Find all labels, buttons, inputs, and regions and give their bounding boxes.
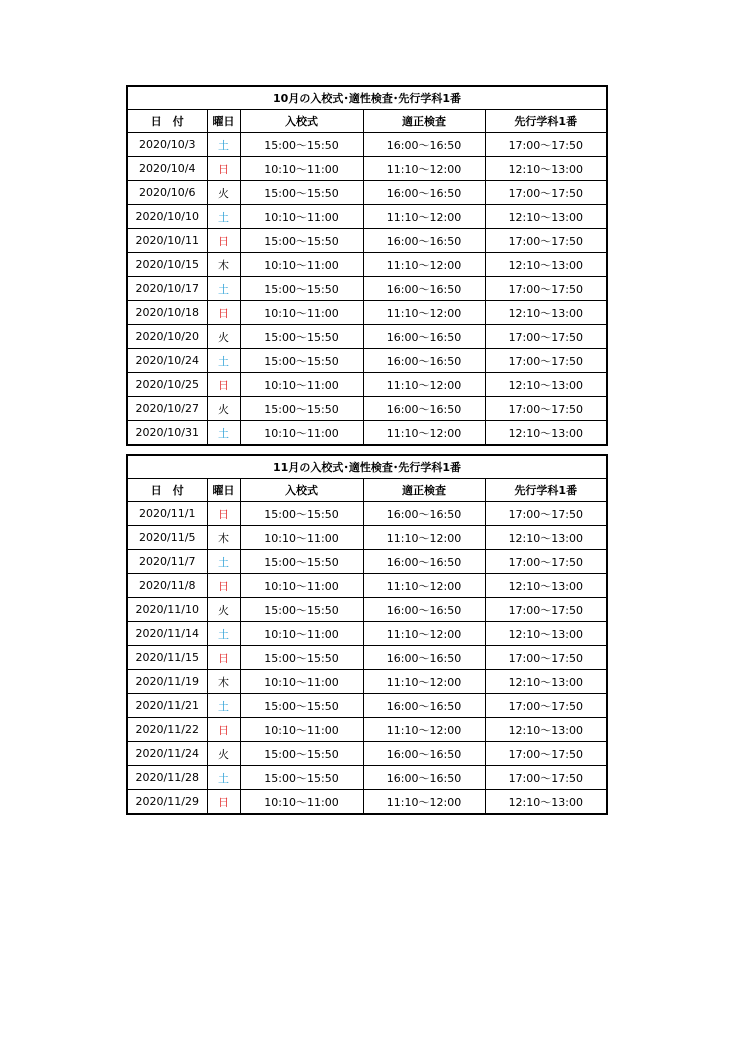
weekday-cell: 日 <box>207 301 240 325</box>
first-lesson-time-cell: 17:00〜17:50 <box>485 133 607 157</box>
aptitude-test-time-cell: 16:00〜16:50 <box>363 766 485 790</box>
header-weekday: 曜日 <box>207 479 240 502</box>
weekday-cell: 土 <box>207 550 240 574</box>
weekday-cell: 土 <box>207 349 240 373</box>
aptitude-test-time-cell: 11:10〜12:00 <box>363 622 485 646</box>
header-aptitude-test: 適正検査 <box>363 479 485 502</box>
table-row <box>127 133 607 157</box>
aptitude-test-time-cell: 16:00〜16:50 <box>363 742 485 766</box>
weekday-cell: 火 <box>207 742 240 766</box>
date-cell: 2020/10/18 <box>127 301 207 325</box>
date-cell: 2020/10/11 <box>127 229 207 253</box>
weekday-cell: 日 <box>207 790 240 815</box>
entrance-ceremony-time-cell: 15:00〜15:50 <box>240 646 363 670</box>
table-row <box>127 349 607 373</box>
weekday-cell: 日 <box>207 502 240 526</box>
entrance-ceremony-time-cell: 15:00〜15:50 <box>240 502 363 526</box>
table-row <box>127 373 607 397</box>
table-title-row <box>127 455 607 479</box>
header-entrance-ceremony: 入校式 <box>240 110 363 133</box>
header-aptitude-test: 適正検査 <box>363 110 485 133</box>
aptitude-test-time-cell: 11:10〜12:00 <box>363 670 485 694</box>
table-row <box>127 325 607 349</box>
aptitude-test-time-cell: 16:00〜16:50 <box>363 646 485 670</box>
aptitude-test-time-cell: 16:00〜16:50 <box>363 133 485 157</box>
aptitude-test-time-cell: 11:10〜12:00 <box>363 574 485 598</box>
aptitude-test-time-cell: 16:00〜16:50 <box>363 397 485 421</box>
aptitude-test-time-cell: 11:10〜12:00 <box>363 421 485 446</box>
weekday-cell: 日 <box>207 574 240 598</box>
weekday-cell: 日 <box>207 157 240 181</box>
entrance-ceremony-time-cell: 15:00〜15:50 <box>240 349 363 373</box>
weekday-cell: 火 <box>207 325 240 349</box>
entrance-ceremony-time-cell: 10:10〜11:00 <box>240 670 363 694</box>
weekday-cell: 火 <box>207 181 240 205</box>
table-body <box>127 455 607 814</box>
first-lesson-time-cell: 17:00〜17:50 <box>485 646 607 670</box>
table-row <box>127 229 607 253</box>
first-lesson-time-cell: 12:10〜13:00 <box>485 670 607 694</box>
table-row <box>127 157 607 181</box>
first-lesson-time-cell: 17:00〜17:50 <box>485 229 607 253</box>
entrance-ceremony-time-cell: 15:00〜15:50 <box>240 766 363 790</box>
entrance-ceremony-time-cell: 10:10〜11:00 <box>240 622 363 646</box>
table-title-row <box>127 86 607 110</box>
date-cell: 2020/10/20 <box>127 325 207 349</box>
entrance-ceremony-time-cell: 10:10〜11:00 <box>240 574 363 598</box>
table-row <box>127 526 607 550</box>
first-lesson-time-cell: 12:10〜13:00 <box>485 790 607 815</box>
table-row <box>127 301 607 325</box>
entrance-ceremony-time-cell: 15:00〜15:50 <box>240 325 363 349</box>
table-row <box>127 502 607 526</box>
weekday-cell: 火 <box>207 397 240 421</box>
aptitude-test-time-cell: 11:10〜12:00 <box>363 718 485 742</box>
entrance-ceremony-time-cell: 10:10〜11:00 <box>240 157 363 181</box>
weekday-cell: 木 <box>207 253 240 277</box>
aptitude-test-time-cell: 16:00〜16:50 <box>363 181 485 205</box>
table-row <box>127 646 607 670</box>
aptitude-test-time-cell: 11:10〜12:00 <box>363 373 485 397</box>
weekday-cell: 木 <box>207 526 240 550</box>
weekday-cell: 土 <box>207 421 240 446</box>
date-cell: 2020/10/25 <box>127 373 207 397</box>
date-cell: 2020/11/21 <box>127 694 207 718</box>
date-cell: 2020/11/24 <box>127 742 207 766</box>
first-lesson-time-cell: 12:10〜13:00 <box>485 373 607 397</box>
first-lesson-time-cell: 17:00〜17:50 <box>485 181 607 205</box>
first-lesson-time-cell: 17:00〜17:50 <box>485 397 607 421</box>
weekday-cell: 日 <box>207 718 240 742</box>
entrance-ceremony-time-cell: 10:10〜11:00 <box>240 526 363 550</box>
date-cell: 2020/10/15 <box>127 253 207 277</box>
table-row <box>127 622 607 646</box>
date-cell: 2020/11/15 <box>127 646 207 670</box>
date-cell: 2020/10/10 <box>127 205 207 229</box>
weekday-cell: 日 <box>207 646 240 670</box>
october-schedule-table <box>126 85 608 446</box>
date-cell: 2020/10/4 <box>127 157 207 181</box>
first-lesson-time-cell: 12:10〜13:00 <box>485 574 607 598</box>
aptitude-test-time-cell: 16:00〜16:50 <box>363 694 485 718</box>
date-cell: 2020/11/5 <box>127 526 207 550</box>
date-cell: 2020/10/3 <box>127 133 207 157</box>
date-cell: 2020/11/14 <box>127 622 207 646</box>
table-row <box>127 766 607 790</box>
first-lesson-time-cell: 17:00〜17:50 <box>485 502 607 526</box>
table-header-row <box>127 479 607 502</box>
weekday-cell: 土 <box>207 277 240 301</box>
table-row <box>127 790 607 815</box>
weekday-cell: 土 <box>207 622 240 646</box>
aptitude-test-time-cell: 11:10〜12:00 <box>363 205 485 229</box>
first-lesson-time-cell: 17:00〜17:50 <box>485 742 607 766</box>
table-row <box>127 277 607 301</box>
first-lesson-time-cell: 12:10〜13:00 <box>485 301 607 325</box>
aptitude-test-time-cell: 11:10〜12:00 <box>363 253 485 277</box>
table-row <box>127 253 607 277</box>
aptitude-test-time-cell: 16:00〜16:50 <box>363 550 485 574</box>
entrance-ceremony-time-cell: 10:10〜11:00 <box>240 373 363 397</box>
entrance-ceremony-time-cell: 15:00〜15:50 <box>240 694 363 718</box>
table-row <box>127 742 607 766</box>
table-row <box>127 181 607 205</box>
entrance-ceremony-time-cell: 10:10〜11:00 <box>240 253 363 277</box>
date-cell: 2020/10/31 <box>127 421 207 446</box>
first-lesson-time-cell: 12:10〜13:00 <box>485 622 607 646</box>
entrance-ceremony-time-cell: 10:10〜11:00 <box>240 790 363 815</box>
entrance-ceremony-time-cell: 10:10〜11:00 <box>240 421 363 446</box>
table-title: 11月の入校式･適性検査･先行学科1番 <box>127 455 607 479</box>
table-body <box>127 86 607 445</box>
first-lesson-time-cell: 17:00〜17:50 <box>485 598 607 622</box>
header-first-lesson: 先行学科1番 <box>485 110 607 133</box>
table-row <box>127 397 607 421</box>
header-entrance-ceremony: 入校式 <box>240 479 363 502</box>
first-lesson-time-cell: 12:10〜13:00 <box>485 205 607 229</box>
date-cell: 2020/10/27 <box>127 397 207 421</box>
first-lesson-time-cell: 17:00〜17:50 <box>485 325 607 349</box>
aptitude-test-time-cell: 11:10〜12:00 <box>363 790 485 815</box>
aptitude-test-time-cell: 11:10〜12:00 <box>363 526 485 550</box>
header-first-lesson: 先行学科1番 <box>485 479 607 502</box>
entrance-ceremony-time-cell: 15:00〜15:50 <box>240 742 363 766</box>
weekday-cell: 土 <box>207 133 240 157</box>
entrance-ceremony-time-cell: 15:00〜15:50 <box>240 277 363 301</box>
aptitude-test-time-cell: 16:00〜16:50 <box>363 598 485 622</box>
entrance-ceremony-time-cell: 15:00〜15:50 <box>240 598 363 622</box>
header-weekday: 曜日 <box>207 110 240 133</box>
entrance-ceremony-time-cell: 15:00〜15:50 <box>240 181 363 205</box>
weekday-cell: 土 <box>207 205 240 229</box>
date-cell: 2020/11/8 <box>127 574 207 598</box>
first-lesson-time-cell: 12:10〜13:00 <box>485 421 607 446</box>
first-lesson-time-cell: 12:10〜13:00 <box>485 526 607 550</box>
table-row <box>127 205 607 229</box>
entrance-ceremony-time-cell: 10:10〜11:00 <box>240 718 363 742</box>
weekday-cell: 木 <box>207 670 240 694</box>
header-date: 日 付 <box>127 479 207 502</box>
weekday-cell: 火 <box>207 598 240 622</box>
first-lesson-time-cell: 17:00〜17:50 <box>485 694 607 718</box>
date-cell: 2020/11/7 <box>127 550 207 574</box>
weekday-cell: 日 <box>207 373 240 397</box>
aptitude-test-time-cell: 11:10〜12:00 <box>363 301 485 325</box>
date-cell: 2020/11/28 <box>127 766 207 790</box>
table-title: 10月の入校式･適性検査･先行学科1番 <box>127 86 607 110</box>
table-row <box>127 574 607 598</box>
entrance-ceremony-time-cell: 15:00〜15:50 <box>240 133 363 157</box>
date-cell: 2020/10/17 <box>127 277 207 301</box>
table-row <box>127 670 607 694</box>
date-cell: 2020/11/19 <box>127 670 207 694</box>
first-lesson-time-cell: 12:10〜13:00 <box>485 253 607 277</box>
date-cell: 2020/11/29 <box>127 790 207 815</box>
entrance-ceremony-time-cell: 15:00〜15:50 <box>240 229 363 253</box>
first-lesson-time-cell: 17:00〜17:50 <box>485 550 607 574</box>
date-cell: 2020/10/24 <box>127 349 207 373</box>
first-lesson-time-cell: 12:10〜13:00 <box>485 718 607 742</box>
table-row <box>127 598 607 622</box>
table-row <box>127 550 607 574</box>
first-lesson-time-cell: 17:00〜17:50 <box>485 349 607 373</box>
first-lesson-time-cell: 12:10〜13:00 <box>485 157 607 181</box>
first-lesson-time-cell: 17:00〜17:50 <box>485 766 607 790</box>
aptitude-test-time-cell: 16:00〜16:50 <box>363 325 485 349</box>
aptitude-test-time-cell: 16:00〜16:50 <box>363 277 485 301</box>
date-cell: 2020/11/10 <box>127 598 207 622</box>
entrance-ceremony-time-cell: 10:10〜11:00 <box>240 301 363 325</box>
entrance-ceremony-time-cell: 15:00〜15:50 <box>240 550 363 574</box>
table-row <box>127 718 607 742</box>
entrance-ceremony-time-cell: 15:00〜15:50 <box>240 397 363 421</box>
weekday-cell: 土 <box>207 766 240 790</box>
aptitude-test-time-cell: 16:00〜16:50 <box>363 349 485 373</box>
weekday-cell: 日 <box>207 229 240 253</box>
date-cell: 2020/11/22 <box>127 718 207 742</box>
date-cell: 2020/11/1 <box>127 502 207 526</box>
table-row <box>127 421 607 446</box>
weekday-cell: 土 <box>207 694 240 718</box>
table-header-row <box>127 110 607 133</box>
aptitude-test-time-cell: 16:00〜16:50 <box>363 229 485 253</box>
header-date: 日 付 <box>127 110 207 133</box>
november-schedule-table <box>126 454 608 815</box>
first-lesson-time-cell: 17:00〜17:50 <box>485 277 607 301</box>
table-row <box>127 694 607 718</box>
date-cell: 2020/10/6 <box>127 181 207 205</box>
entrance-ceremony-time-cell: 10:10〜11:00 <box>240 205 363 229</box>
aptitude-test-time-cell: 16:00〜16:50 <box>363 502 485 526</box>
aptitude-test-time-cell: 11:10〜12:00 <box>363 157 485 181</box>
